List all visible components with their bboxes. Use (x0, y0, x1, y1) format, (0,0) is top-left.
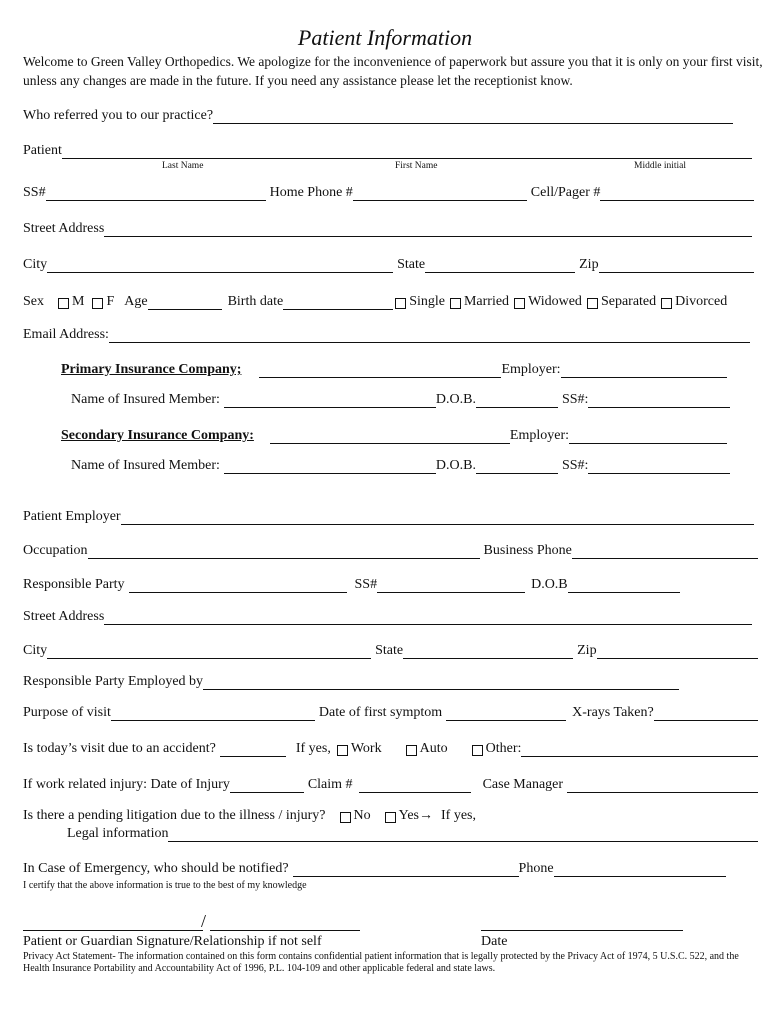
responsible-party-label: Responsible Party (23, 577, 125, 592)
state-field[interactable] (425, 259, 575, 273)
purpose-field[interactable] (111, 707, 315, 721)
primary-insurance-field[interactable] (259, 364, 501, 378)
responsible-ss-label: SS# (354, 577, 378, 592)
primary-ss-label: SS#: (561, 392, 589, 407)
email-row (23, 327, 758, 343)
secondary-employer-label: Employer: (509, 428, 570, 443)
business-phone-label: Business Phone (483, 543, 572, 558)
secondary-insurance-row (61, 428, 758, 444)
litigation-no-label: No (353, 808, 371, 823)
date-field[interactable] (481, 929, 683, 931)
other-checkbox[interactable] (472, 745, 483, 756)
secondary-ss-field[interactable] (588, 460, 730, 474)
legal-info-field[interactable] (168, 828, 758, 842)
claim-field[interactable] (359, 779, 471, 793)
state-label: State (397, 257, 426, 272)
litigation-label: Is there a pending litigation due to the illness / injury? (23, 808, 326, 823)
accident-field[interactable] (220, 743, 286, 757)
litigation-row (23, 808, 758, 824)
female-checkbox[interactable] (92, 298, 103, 309)
emergency-label: In Case of Emergency, who should be notified? (23, 861, 289, 876)
business-phone-field[interactable] (572, 545, 758, 559)
male-checkbox[interactable] (58, 298, 69, 309)
patient-employer-row (23, 509, 758, 525)
claim-label: Claim # (307, 777, 353, 792)
email-label: Email Address: (23, 327, 109, 342)
home-phone-label: Home Phone # (269, 185, 353, 200)
middle-initial-caption: Middle initial (634, 161, 686, 171)
accident-row (23, 741, 758, 757)
single-checkbox[interactable] (395, 298, 406, 309)
primary-dob-field[interactable] (476, 394, 558, 408)
responsible-zip-field[interactable] (597, 645, 758, 659)
divorced-label: Divorced (675, 294, 728, 309)
work-injury-label: If work related injury: Date of Injury (23, 777, 230, 792)
secondary-insurance-label: Secondary Insurance Company: (61, 428, 254, 443)
widowed-label: Widowed (528, 294, 582, 309)
legal-info-label: Legal information (67, 826, 169, 841)
primary-ss-field[interactable] (588, 394, 730, 408)
referred-label: Who referred you to our practice? (23, 108, 214, 123)
purpose-row (23, 705, 758, 721)
injury-date-field[interactable] (230, 779, 304, 793)
privacy-statement: Privacy Act Statement- The information contained on this form contains confidential patient information that is legally protected by the Privacy Act of 1974, 5 U.S.C. 522, and the Health Insurance Portability and Accountability Act of 1996, P.L. 104-109 and other applicable federal and state laws. (23, 951, 739, 974)
separated-checkbox[interactable] (587, 298, 598, 309)
patient-label: Patient (23, 143, 62, 158)
emergency-row (23, 861, 758, 877)
signature-label: Patient or Guardian Signature/Relationship if not self (23, 934, 322, 949)
work-checkbox[interactable] (337, 745, 348, 756)
zip-label: Zip (579, 257, 599, 272)
widowed-checkbox[interactable] (514, 298, 525, 309)
secondary-dob-field[interactable] (476, 460, 558, 474)
patient-name-field[interactable] (62, 145, 752, 159)
other-label: Other: (485, 741, 522, 756)
occupation-row (23, 543, 758, 559)
zip-field[interactable] (599, 259, 754, 273)
primary-employer-field[interactable] (561, 364, 727, 378)
litigation-yes-label: Yes (398, 808, 419, 823)
married-label: Married (463, 294, 510, 309)
signature-field[interactable] (23, 929, 203, 931)
primary-dob-label: D.O.B. (435, 392, 476, 407)
signature-slash: / (201, 911, 207, 931)
auto-label: Auto (419, 741, 448, 756)
certify-text: I certify that the above information is true to the best of my knowledge (23, 880, 307, 891)
patient-employer-label: Patient Employer (23, 509, 121, 524)
responsible-dob-label: D.O.B (531, 577, 568, 592)
cell-pager-label: Cell/Pager # (530, 185, 601, 200)
xrays-field[interactable] (654, 707, 758, 721)
primary-insured-label: Name of Insured Member: (71, 392, 220, 407)
responsible-street-row (23, 609, 758, 625)
arrow-icon: → (419, 808, 433, 823)
age-label: Age (124, 294, 148, 309)
secondary-employer-field[interactable] (569, 430, 727, 444)
employed-by-field[interactable] (203, 676, 679, 690)
responsible-dob-field[interactable] (568, 579, 680, 593)
if-yes-label: If yes, (295, 741, 331, 756)
first-name-caption: First Name (395, 161, 438, 171)
case-manager-field[interactable] (567, 779, 758, 793)
ss-phone-row (23, 185, 758, 201)
work-injury-row (23, 777, 758, 793)
purpose-label: Purpose of visit (23, 705, 111, 720)
ss-field[interactable] (46, 187, 266, 201)
secondary-insurance-field[interactable] (270, 430, 510, 444)
city-row (23, 257, 758, 273)
birth-date-field[interactable] (283, 296, 393, 310)
other-field[interactable] (521, 743, 758, 757)
work-label: Work (350, 741, 382, 756)
emergency-phone-field[interactable] (554, 863, 726, 877)
birth-date-label: Birth date (227, 294, 284, 309)
separated-label: Separated (600, 294, 657, 309)
single-label: Single (409, 294, 445, 309)
primary-insurance-label: Primary Insurance Company; (61, 362, 242, 377)
sex-label: Sex (23, 294, 44, 309)
city-field[interactable] (47, 259, 393, 273)
secondary-insured-field[interactable] (224, 460, 436, 474)
accident-label: Is today’s visit due to an accident? (23, 741, 216, 756)
litigation-yes-checkbox[interactable] (385, 812, 396, 823)
ss-label: SS# (23, 185, 46, 200)
emergency-phone-label: Phone (518, 861, 554, 876)
responsible-ss-field[interactable] (377, 579, 525, 593)
demographics-row (23, 294, 758, 310)
responsible-street-label: Street Address (23, 609, 105, 624)
auto-checkbox[interactable] (406, 745, 417, 756)
primary-insured-row (71, 392, 758, 408)
responsible-state-field[interactable] (403, 645, 573, 659)
secondary-dob-label: D.O.B. (435, 458, 476, 473)
male-label: M (72, 294, 85, 309)
last-name-caption: Last Name (162, 161, 204, 171)
primary-insured-field[interactable] (224, 394, 436, 408)
primary-employer-label: Employer: (501, 362, 561, 377)
divorced-checkbox[interactable] (661, 298, 672, 309)
responsible-state-label: State (375, 643, 404, 658)
referred-field[interactable] (213, 110, 733, 124)
litigation-no-checkbox[interactable] (340, 812, 351, 823)
street-field[interactable] (104, 223, 752, 237)
home-phone-field[interactable] (353, 187, 527, 201)
secondary-ss-label: SS#: (561, 458, 589, 473)
relationship-field[interactable] (210, 929, 360, 931)
patient-row (23, 143, 758, 159)
first-symptom-label: Date of first symptom (318, 705, 443, 720)
if-yes-litigation-label: If yes, (441, 808, 476, 823)
occupation-label: Occupation (23, 543, 88, 558)
xrays-label: X-rays Taken? (572, 705, 654, 720)
case-manager-label: Case Manager (482, 777, 564, 792)
email-field[interactable] (109, 329, 750, 343)
responsible-city-row (23, 643, 758, 659)
primary-insurance-row (61, 362, 758, 378)
legal-info-row (67, 826, 758, 842)
responsible-city-label: City (23, 643, 48, 658)
patient-employer-field[interactable] (121, 511, 754, 525)
married-checkbox[interactable] (450, 298, 461, 309)
female-label: F (106, 294, 115, 309)
street-row (23, 221, 758, 237)
responsible-city-field[interactable] (47, 645, 371, 659)
first-symptom-field[interactable] (446, 707, 566, 721)
responsible-party-row (23, 577, 758, 593)
employed-by-row (23, 674, 758, 690)
secondary-insured-label: Name of Insured Member: (71, 458, 220, 473)
secondary-insured-row (71, 458, 758, 474)
street-label: Street Address (23, 221, 105, 236)
form-title: Patient Information (297, 25, 473, 50)
employed-by-label: Responsible Party Employed by (23, 674, 204, 689)
occupation-field[interactable] (88, 545, 480, 559)
responsible-street-field[interactable] (104, 611, 752, 625)
responsible-zip-label: Zip (577, 643, 597, 658)
intro-text: Welcome to Green Valley Orthopedics. We apologize for the inconvenience of paperwork but assure you that it is only on your first visit, unless any changes are made in the future. If you need any assistance please let the receptionist know. (23, 54, 763, 88)
responsible-party-field[interactable] (129, 579, 347, 593)
age-field[interactable] (148, 296, 222, 310)
referred-row (23, 108, 758, 124)
city-label: City (23, 257, 48, 272)
emergency-field[interactable] (293, 863, 519, 877)
date-label: Date (481, 934, 508, 949)
cell-pager-field[interactable] (600, 187, 754, 201)
